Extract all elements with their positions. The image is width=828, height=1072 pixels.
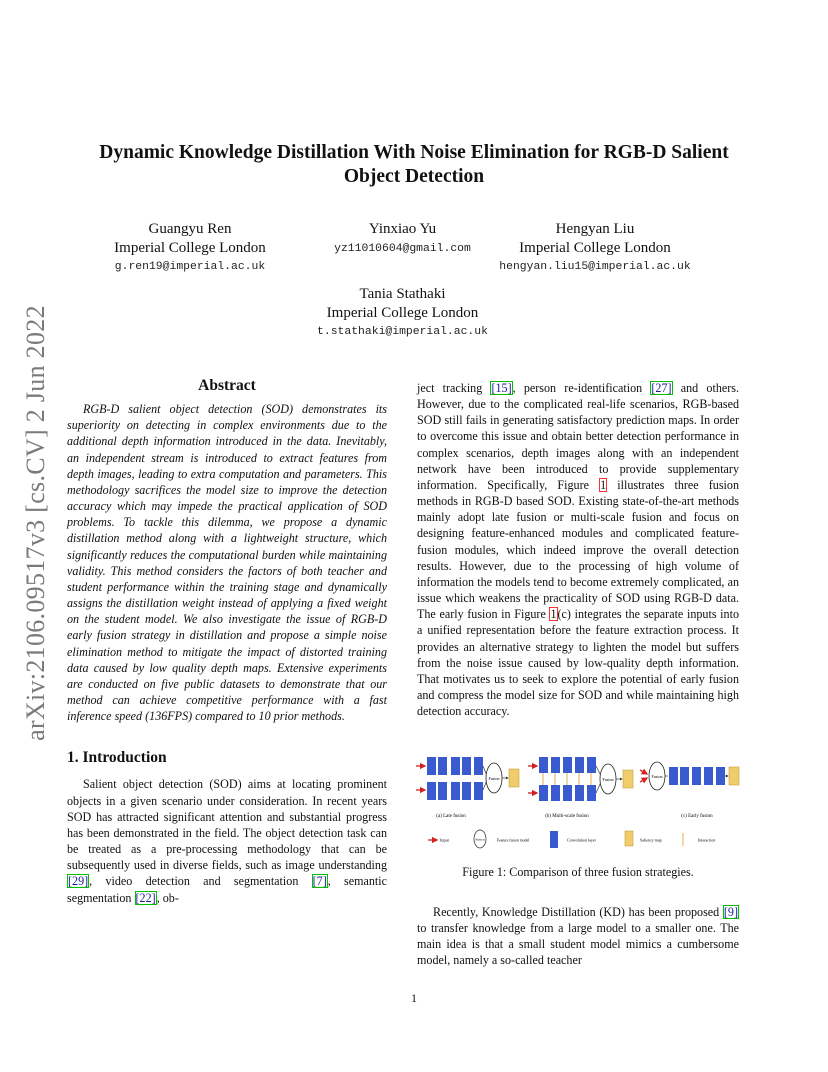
page-number: 1: [411, 991, 417, 1005]
figure-1-caption: Figure 1: Comparison of three fusion strategies.: [462, 865, 694, 879]
saliency-map: [623, 770, 633, 788]
saliency-map-legend-swatch: [625, 831, 633, 846]
title-line-2: Object Detection: [343, 166, 485, 187]
introduction-continued-paragraph: ject tracking [15], person re-identification [27] and others. However, due to the complicated real-life scenarios, RGB-based SOD still fails in generating satisfactory prediction maps. In order to overcome this issue and obtain better detection performance in complex scenarios, depth images along with an independent network have been introduced to provide supplementary information. Specifically, Figure 1 illustrates three fusion methods in RGB-D based SOD. Existing state-of-the-art methods mainly adopt late fusion or multi-scale fusion and focus on designing feature-enhanced modules and complicated feature-fusion modules, which indeed improve the overall detection results. However, due to the processing of high volume of information the models tend to become extremely complicated, an issue which weakens the practicality of SOD using RGB-D data. The early fusion in Figure 1(c) integrates the separate inputs into a unified representation before the feature extraction process. It provides an alternative strategy to lighten the model but suffers from the noise issue caused by low-quality depth information. That motivates us to seek to explore the potential of early fusion and compress the model size for SOD and while maintaining high detection accuracy.: [417, 381, 739, 719]
input-arrow-icon: [640, 770, 647, 774]
conv-layer-stack: [669, 767, 725, 785]
author-affiliation: Imperial College London: [326, 305, 479, 321]
saliency-map: [509, 769, 519, 787]
citation-link[interactable]: [22]: [135, 890, 156, 905]
subcaption-multi-scale-fusion: (b) Multi-scale fusion: [545, 814, 589, 819]
svg-text:Fusion: Fusion: [475, 837, 485, 842]
author-name: Guangyu Ren: [148, 221, 232, 237]
conv-layer-legend-swatch: [550, 831, 558, 848]
author-block-1: [90, 220, 290, 276]
right-column: [417, 380, 739, 719]
figure-reference-link[interactable]: 1: [600, 477, 607, 492]
paper-title: [70, 141, 758, 189]
svg-text:Convolution layer: Convolution layer: [567, 837, 596, 843]
author-email[interactable]: yz11010604@gmail.com: [334, 243, 471, 255]
figure-reference-link[interactable]: 1: [550, 607, 557, 622]
author-email[interactable]: g.ren19@imperial.ac.uk: [114, 261, 266, 273]
author-email[interactable]: t.stathaki@imperial.ac.uk: [317, 326, 488, 338]
multi-scale-fusion-diagram: [528, 757, 633, 819]
svg-text:Interaction: Interaction: [698, 837, 716, 843]
late-fusion-diagram: [416, 757, 519, 819]
early-fusion-diagram: [640, 762, 739, 819]
subcaption-early-fusion: (c) Early fusion: [681, 814, 713, 819]
figure-legend: [428, 830, 715, 848]
subcaption-late-fusion: (a) Late fusion: [436, 814, 466, 819]
citation-link[interactable]: [15]: [491, 381, 512, 395]
author-block-3: [480, 220, 710, 276]
title-line-1: Dynamic Knowledge Distillation With Noise Elimination for RGB-D Salient: [99, 142, 729, 163]
input-arrow-icon: [640, 778, 647, 782]
abstract-text: RGB-D salient object detection (SOD) demonstrates its superiority on detecting in complex environments due to the additional depth information introduced in the data. Inevitably, an independent stream is introduced to extract features from depth images, leading to extra computation and parameters. This methodology sacrifices the model size to improve the detection accuracy which may impede the practical application of SOD problems. To tackle this dilemma, we propose a dynamic distillation method along with a lightweight structure, which significantly reduces the computational burden while maintaining validity. This method considers the factors of both teacher and student performance within the training stage and dynamically assigns the distillation weight instead of applying a fixed weight on the student model. We also investigate the issue of RGB-D early fusion strategy in distillation and propose a simple noise elimination method to mitigate the impact of distorted training data caused by low quality depth maps. Extensive experiments are conducted on five public datasets to demonstrate that our method can achieve competitive performance with a fast inference speed (136FPS) compared to 10 prior methods.: [67, 402, 387, 724]
svg-text:Feature fusion model: Feature fusion model: [497, 838, 530, 843]
author-name: Hengyan Liu: [555, 221, 635, 237]
abstract-heading: Abstract: [198, 377, 256, 394]
figure-1-fusion-diagram: [416, 748, 742, 852]
svg-text:Input: Input: [440, 837, 449, 843]
svg-text:Fusion: Fusion: [602, 777, 614, 782]
saliency-map: [729, 767, 739, 785]
author-email[interactable]: hengyan.liu15@imperial.ac.uk: [499, 261, 691, 273]
svg-text:Fusion: Fusion: [488, 776, 500, 781]
citation-link[interactable]: [29]: [68, 874, 89, 889]
introduction-heading: 1. Introduction: [67, 749, 167, 767]
author-affiliation: Imperial College London: [519, 240, 671, 256]
svg-text:Saliency map: Saliency map: [640, 837, 662, 843]
citation-link[interactable]: [27]: [651, 381, 672, 395]
author-name: Tania Stathaki: [359, 286, 446, 302]
interaction-arrows: [543, 773, 591, 785]
right-column-lower: [417, 904, 739, 969]
svg-text:Fusion: Fusion: [651, 774, 663, 779]
introduction-paragraph: Salient object detection (SOD) aims at locating prominent objects in a given scenario under consideration. In recent years SOD has attracted significant attention and substantial progress has been demonstrated in the field. The object detection task can be treated as a pre-processing methodology that can be subsequently used in diverse fields, such as image understanding [29], video detection and segmentation [7], semantic segmentation [22], ob-: [67, 777, 388, 905]
citation-link[interactable]: [7]: [312, 874, 327, 889]
left-column: [67, 378, 387, 906]
conv-layer-stack: [427, 757, 483, 800]
author-block-4: [290, 285, 515, 341]
arxiv-identifier: arXiv:2106.09517v3 [cs.CV] 2 Jun 2022: [21, 305, 50, 741]
author-affiliation: Imperial College London: [114, 240, 266, 256]
citation-link[interactable]: [9]: [723, 905, 738, 919]
knowledge-distillation-paragraph: Recently, Knowledge Distillation (KD) has been proposed [9] to transfer knowledge from a large model to a smaller one. The main idea is that a small student model mimics a cumbersome model, namely a so-called teacher: [417, 905, 739, 968]
author-name: Yinxiao Yu: [368, 221, 437, 237]
